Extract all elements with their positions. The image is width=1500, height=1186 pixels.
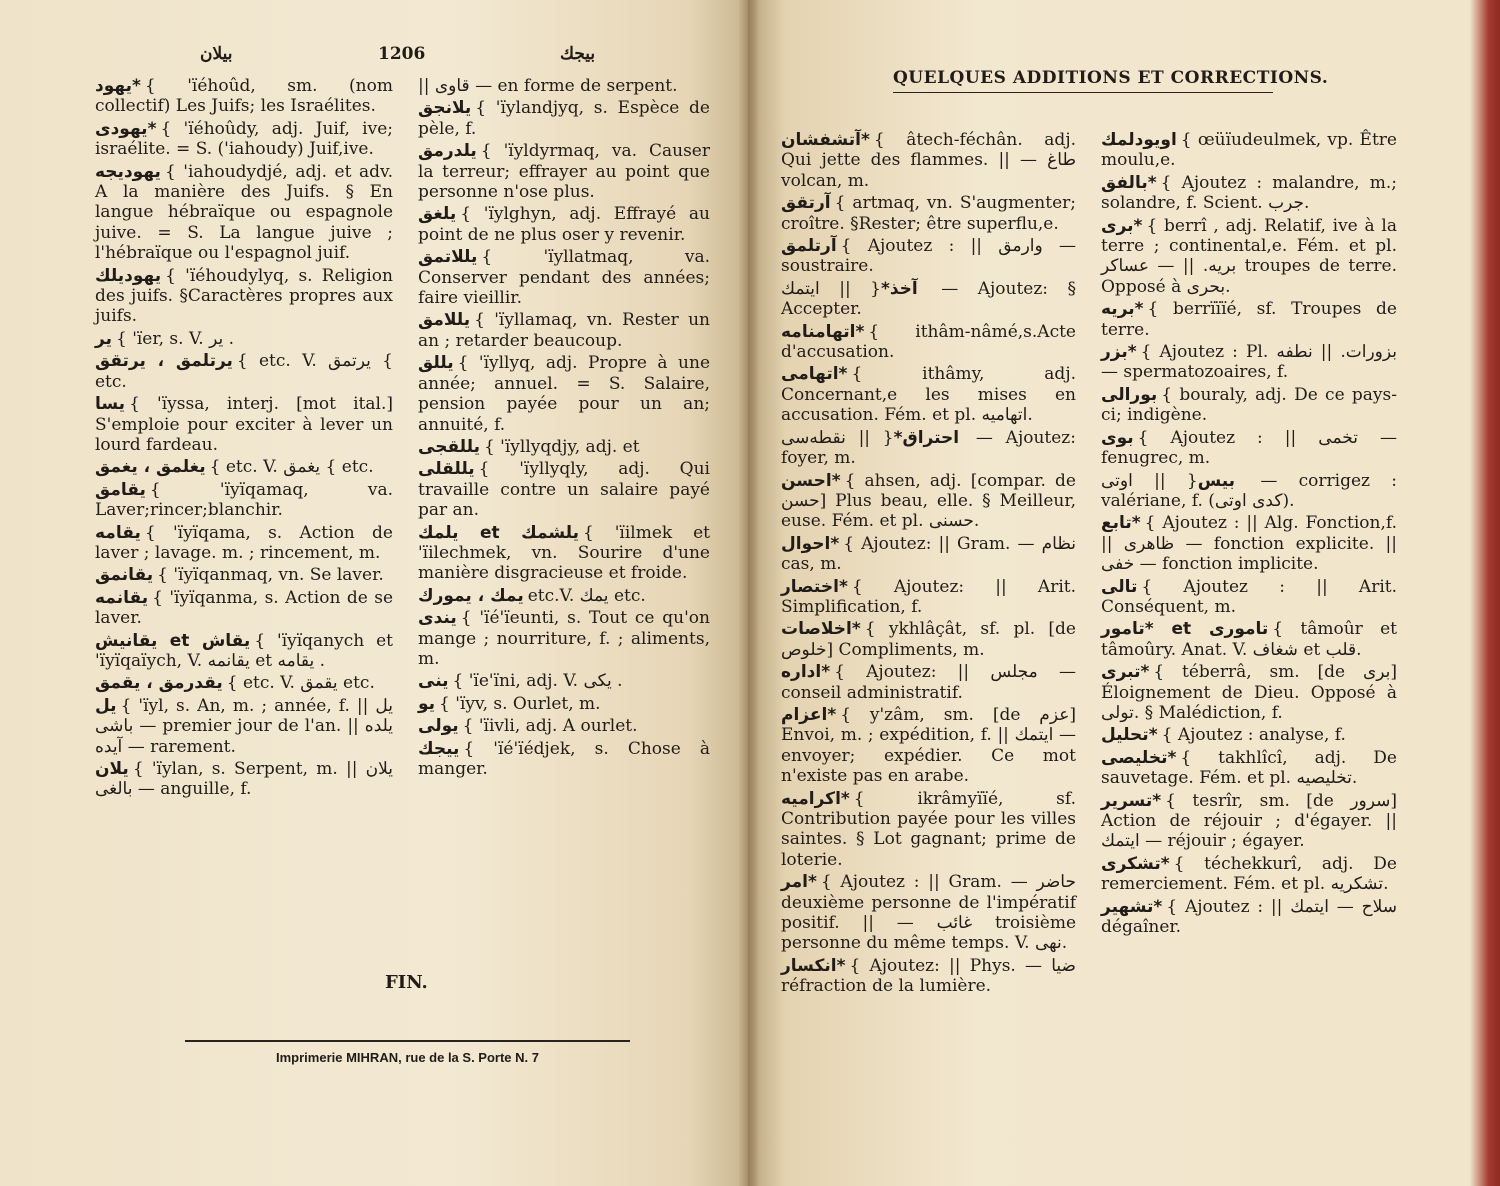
entry-headword: ﻳﻬﻮﺩﻳﺠﻪ [95,161,161,182]
entry-headword: ﺗﺎﻟﻰ [1101,576,1138,597]
entry-text: { tesrîr, sm. [de ﺳﺮﻭﺭ] Action de réjouir ; d'égayer. || ﺍﻳﺘﻤﻚ — réjouir ; égayer. [1101,790,1397,852]
right-column-2 [1101,130,1397,939]
dictionary-entry [1101,299,1397,340]
entry-text: { ithâmy, adj. Concernant,e les mises en accusation. Fém. et pl. ﺍﺗﻬﺎﻣﻴﻪ. [781,364,1076,426]
entry-headword: ﺑﺰﺭ* [1101,342,1137,363]
dictionary-entry [418,694,710,714]
entry-text: { 'ïyïqanmaq, vn. Se laver. [157,565,384,586]
dictionary-entry [418,523,710,584]
entry-text: { artmaq, vn. S'augmenter; croître. §Rester; être superflu,e. [781,193,1076,234]
entry-text: { 'ïyllatmaq, va. Conserver pendant des années; faire vieillir. [418,247,710,309]
dictionary-entry [1101,791,1397,852]
entry-headword: ﺍﺗﻬﺎﻣﻨﺎﻣﻪ* [781,321,865,342]
entry-headword: ﻳﻠﺪﺭﻣﻖ [418,141,477,162]
entry-headword: ﻳﻮﻟﻰ [418,716,459,737]
entry-headword: ﻳﻼﻥ [95,759,129,779]
entry-headword: ﺁﺭﺗﻘﻖ [781,193,831,214]
entry-text: { || ﺍﻭﺗﻰ — corrigez : valériane, f. (ﻛﺪﻯ ﺍﻭﺗﻰ). [1101,470,1397,511]
entry-text: { 'ïyssa, interj. [mot ital.] S'emploie pour exciter à lever un lourd fardeau. [95,394,393,455]
entry-headword: ﺍﻧﻜﺴﺎﺭ* [781,955,846,976]
entry-text: { 'ïyllyq, adj. Propre à une année; annuel. = S. Salaire, pension payée pour un an; annuité, f. [418,353,710,435]
entry-text: { 'ïyllyqly, adj. Qui travaille contre un salaire payé par an. [418,459,710,521]
entry-headword: ﺗﺎﻣﻮﺭ* et ﺗﺎﻣﻮﺭﻯ [1101,619,1269,640]
dictionary-entry [1101,662,1397,723]
dictionary-entry [95,351,393,392]
dictionary-entry [418,247,710,308]
entry-headword: ﻳﺴﺎ [95,394,126,415]
dictionary-entry [418,353,710,435]
entry-text: { Ajoutez : || ﺗﺨﻤﻰ — fenugrec, m. [1101,427,1398,469]
entry-text: { ithâm-nâmé,s.Acte d'accusation. [781,321,1076,363]
dictionary-entry [418,739,710,780]
dictionary-entry [1101,173,1397,214]
dictionary-entry [781,705,1076,787]
entry-headword: ﺍﺧﺘﺼﺎﺭ* [781,576,848,597]
dictionary-entry [95,523,393,564]
entry-headword: ﺗﺎﺑﻊ* [1101,513,1141,534]
entry-headword: ﻳﻮ [418,693,436,714]
entry-headword: ﻳﻠﻠﻘﻠﻰ [418,459,475,480]
entry-headword: ﻳﻨﻰ [418,671,449,692]
entry-text: { téchekkurî, adj. De remerciement. Fém. et pl. ﺗﺸﻜﺮﻳﻪ. [1101,853,1397,895]
entry-headword: ﻳﻠﻠﻘﺠﻰ [418,436,480,457]
entry-headword: ﻳﻤﻚ ، ﻳﻤﻮﺭﻙ [418,585,524,606]
entry-headword: ﺗﺒﺮﻯ* [1101,662,1150,683]
dictionary-entry [95,696,393,757]
dictionary-entry [781,577,1076,618]
entry-text: { 'ïyllyqdjy, adj. et [483,436,640,457]
dictionary-entry [95,759,393,800]
entry-headword: ﺍﺩﺍﺭﻩ* [781,662,831,683]
right-column-1 [781,130,1076,999]
entry-headword: ﻳﻘﺎﻧﻴﺶ et ﻳﻘﺎﺵ [95,630,251,651]
dictionary-entry [781,193,1076,234]
entry-text: { 'ïyllamaq, vn. Rester un an ; retarder beaucoup. [418,310,710,351]
fin-mark: FIN. [385,972,428,993]
entry-text: { 'ïyïqama, s. Action de laver ; lavage. m. ; rincement, m. [95,522,393,563]
dictionary-entry [781,534,1076,575]
entry-text: { tâmoûr et tâmoûry. Anat. V. ﺷﻐﺎﻑ et ﻗﻠﺐ. [1101,619,1397,660]
dictionary-entry [418,608,710,669]
entry-text: { 'ïyv, s. Ourlet, m. [439,693,601,714]
entry-text: { || ﻧﻘﻄﻪﺳﻰ — Ajoutez: foyer, m. [781,427,1076,469]
left-page [0,0,748,1186]
entry-text: { || ﺍﻳﺘﻤﻚ — Ajoutez: § Accepter. [781,278,1076,320]
dictionary-entry [95,480,393,521]
entry-text: { ikrâmyïïé, sf. Contribution payée pour les villes saintes. § Lot gagnant; prime de loterie. [781,788,1076,870]
dictionary-entry [781,428,1076,469]
entry-text: || ﻗﺎﻭﻯ — en forme de serpent. [418,76,678,96]
dictionary-entry [418,76,710,96]
dictionary-entry [95,565,393,585]
right-page [748,0,1500,1186]
entry-headword: ﻳﻠﻐﻖ [418,204,457,225]
dictionary-entry [95,329,393,349]
dictionary-entry [418,716,710,736]
entry-text: { 'ïylan, s. Serpent, m. || ﻳﻼﻥ ﺑﺎﻟﻐﻰ — anguille, f. [95,759,393,800]
entry-text: etc.V. ﻳﻤﻚ etc. [527,585,646,606]
entry-text: { 'ïéhoudylyq, s. Religion des juifs. §Caractères propres aux juifs. [95,265,393,327]
entry-text: { berrî , adj. Relatif, ive à la terre ; continental,e. Fém. et pl. ﺑﺮﻳﻪ. || — ﻋﺴﺎﻛﺮ troupes de terre. Opposé à ﺑﺤﺮﻯ. [1101,215,1397,297]
entry-headword: ﻳﻨﺪﻯ [418,608,457,629]
entry-headword: ﻳﻼﻧﺠﻖ [418,98,472,119]
entry-text: { Ajoutez: || Phys. — ﺿﻴﺎ réfraction de la lumière. [781,955,1076,997]
entry-text: { Ajoutez: || ﻣﺠﻠﺲ — conseil administratif. [781,662,1076,703]
entry-headword: ﺍﻛﺮﺍﻣﻴﻪ* [781,788,850,809]
dictionary-entry [1101,342,1397,383]
entry-text: { Ajoutez : || Arit. Conséquent, m. [1101,576,1397,617]
header-right-word: ﺑﯿﺠﻚ [560,44,596,64]
entry-headword: ﻳﻠﻠﻖ [418,353,454,374]
dictionary-entry [1101,748,1397,789]
entry-text: { 'ïyl, s. An, m. ; année, f. || ﻳﻞ ﺑﺎﺷﻰ — premier jour de l'an. || ﻳﻠﺪﻩ ﺁﻳﺪﻩ — rarement. [95,695,393,757]
dictionary-entry [781,956,1076,997]
dictionary-entry [781,662,1076,703]
entry-text: { âtech-féchân. adj. Qui jette des flammes. || — ﻃﺎﻍ volcan, m. [781,130,1076,191]
entry-headword: ﺑﻴﺲ [1197,470,1236,491]
entry-headword: ﻳﻬﻮﺩﻯ* [95,118,157,139]
entry-text: { Ajoutez : malandre, m.; solandre, f. Scient. ﺟﺮﺏ. [1101,172,1397,214]
entry-headword: ﻳﻬﻮﺩﻳﻠﻚ [95,265,162,286]
entry-text: { œüïudeulmek, vp. Être moulu,e. [1101,130,1397,171]
dictionary-entry [1101,130,1397,171]
entry-text: { etc. V. ﻳﺮﺗﻤﻖ { etc. [95,351,393,392]
entry-text: { 'ïer, s. V. ﻳﺮ . [115,328,235,349]
entry-text: { 'ïivli, adj. A ourlet. [462,716,638,737]
entry-headword: ﻳﻬﻮﺩ* [95,76,141,96]
entry-headword: ﺗﺸﻜﺮﻯ* [1101,853,1170,874]
dictionary-entry [95,631,393,672]
entry-text: { berrïïïé, sf. Troupes de terre. [1101,299,1397,340]
entry-text: { 'ïé'ïeunti, s. Tout ce qu'on mange ; nourriture, f. ; aliments, m. [418,608,710,669]
entry-headword: ﺍﺣﺘﺮﺍﻕ* [893,427,960,448]
entry-headword: ﺍﺣﻮﺍﻝ* [781,533,840,554]
dictionary-entry [95,266,393,327]
entry-headword: ﻳﺮﺗﻠﻤﻖ ، ﻳﺮﺗﻘﻖ [95,351,233,372]
entry-text: { 'ïé'ïédjek, s. Chose à manger. [418,738,710,779]
dictionary-entry [418,98,710,139]
left-column-1 [95,76,393,802]
entry-headword: ﺁﺭﺗﻠﻤﻖ [781,236,837,257]
entry-text: { ahsen, adj. [compar. de ﺣﺴﻦ] Plus beau, elle. § Meilleur, euse. Fém. et pl. ﺣﺴﻨﻰ. [781,470,1076,532]
dictionary-entry [418,671,710,691]
entry-text: { 'ïyïqanych et 'ïyïqaïych, V. ﻳﻘﺎﻧﻤﻪ et ﻳﻘﺎﻣﻪ . [95,630,393,671]
entry-text: { Ajoutez : Pl. ﺑﺰﻭﺭﺍﺕ. || ﻧﻄﻔﻪ — spermatozoaires, f. [1101,342,1397,383]
entry-text: { 'ïe'ïni, adj. V. ﻳﻜﻰ . [452,671,623,692]
dictionary-entry [95,119,393,160]
entry-headword: ﻳﻘﺎﻧﻤﻪ [95,587,149,608]
entry-text: { Ajoutez: || Gram. — ﻧﻈﺎﻡ cas, m. [781,533,1076,575]
entry-text: { etc. V. ﻳﻘﻤﻖ etc. [226,673,375,694]
header-left-word: ﺑﯿﻼﻥ [200,44,233,64]
entry-headword: ﻳﻠﻤﻚ et ﻳﻠﺸﻤﻚ [418,522,579,543]
entry-text: { Ajoutez : || Alg. Fonction,f. || ﻇﺎﻫﺮﻯ — fonction explicite. || ﺧﻔﻰ — fonction implicite. [1101,513,1397,575]
entry-headword: ﻳﻴﺠﻚ [418,738,460,759]
dictionary-entry [418,204,710,245]
dictionary-entry [418,437,710,457]
dictionary-entry [95,394,393,455]
dictionary-entry [95,673,393,693]
entry-headword: ﻳﻠﻼﺗﻤﻖ [418,247,478,268]
dictionary-entry [1101,471,1397,512]
entry-text: { 'iahoudydjé, adj. et adv. A la manière des Juifs. § En langue hébraïque ou espagnole juive. = S. La langue juive ; l'hébraïque ou l'espagnol juif. [95,161,393,264]
entry-headword: ﻳﻘﺎﻣﻖ [95,479,146,500]
dictionary-entry [95,162,393,264]
entry-text: { 'ïylandjyq, s. Espèce de pèle, f. [418,98,710,139]
entry-headword: ﺑﺮﻯ* [1101,215,1143,236]
dictionary-entry [781,789,1076,871]
dictionary-entry [1101,513,1397,574]
dictionary-entry [1101,619,1397,660]
entry-text: { ykhlâçât, sf. pl. [de ﺧﻠﻮﺹ] Compliments, m. [781,619,1076,660]
dictionary-entry [1101,577,1397,618]
entry-headword: ﻳﻐﻠﻤﻖ ، ﻳﻐﻤﻖ [95,457,206,478]
left-column-2 [418,76,710,781]
dictionary-entry [95,76,393,117]
dictionary-entry [781,872,1076,954]
entry-headword: ﺍﻭﻳﻮﺩﻟﻤﻚ [1101,130,1177,150]
entry-text: { Ajoutez : || ﺳﻼﺡ — ﺍﻳﺘﻤﻚ dégaîner. [1101,896,1397,938]
dictionary-entry [1101,428,1397,469]
page-number: 1206 [378,44,426,64]
entry-text: { y'zâm, sm. [de ﻋﺰﻡ] Envoi, m. ; expédition, f. || ﺍﻳﺘﻤﻚ — envoyer; expédier. Ce mot n'existe pas en arabe. [781,704,1076,787]
entry-headword: ﻳﻘﺪﺭﻣﻖ ، ﻳﻘﻤﻖ [95,673,223,694]
entry-headword: ﻳﻠﻼﻣﻖ [418,310,471,331]
entry-text: { takhlîcî, adj. De sauvetage. Fém. et pl. ﺗﺨﻠﻴﺼﻴﻪ. [1101,747,1397,789]
dictionary-entry [1101,854,1397,895]
entry-text: { Ajoutez : || Gram. — ﺣﺎﺿﺮ deuxième personne de l'impératif positif. || — ﻏﺎﺋﺐ troisième personne du même temps. V. ﻧﻬﻰ. [781,872,1076,954]
dictionary-entry [418,141,710,202]
entry-text: { 'ïyldyrmaq, va. Causer la terreur; effrayer au point que personne n'ose plus. [418,141,710,203]
dictionary-entry [418,459,710,520]
entry-headword: ﺍﺗﻬﺎﻣﻰ* [781,364,848,385]
dictionary-entry [781,236,1076,277]
entry-text: { 'ïéhoûd, sm. (nom collectif) Les Juifs; les Israélites. [95,76,393,117]
entry-text: { Ajoutez : || ﻭﺍﺭﻣﻖ — soustraire. [781,236,1076,277]
entry-headword: ﺑﺮﻳﻪ* [1101,299,1144,320]
imprint-line: Imprimerie MIHRAN, rue de la S. Porte N. 7 [185,1040,630,1065]
entry-headword: ﻳﺮ [95,328,112,349]
entry-headword: ﻳﻘﺎﻣﻪ [95,522,141,543]
dictionary-entry [95,588,393,629]
book-gutter [738,0,760,1186]
entry-headword: ﺍﺣﺴﻦ* [781,470,841,491]
entry-headword: ﺗﺸﻬﻴﺮ* [1101,896,1163,917]
entry-headword: ﺗﺨﻠﻴﺼﻰ* [1101,747,1177,768]
entry-headword: ﺗﺤﻠﻴﻞ* [1101,725,1158,746]
dictionary-entry [781,619,1076,660]
entry-text: { 'ïyïqamaq, va. Laver;rincer;blanchir. [95,479,393,521]
dictionary-entry [781,322,1076,363]
entry-headword: ﻳﻞ [95,695,117,716]
entry-text: { téberrâ, sm. [de ﺑﺮﻯ] Éloignement de Dieu. Opposé à ﺗﻮﻟﻰ. § Malédiction, f. [1101,662,1397,723]
entry-text: { etc. V. ﻳﻐﻤﻖ { etc. [209,457,374,478]
dictionary-entry [418,310,710,351]
dictionary-entry [781,279,1076,320]
entry-headword: ﺁﺧﺬ* [880,278,918,299]
entry-text: { 'ïyïqanma, s. Action de se laver. [95,587,393,629]
dictionary-entry [781,130,1076,191]
entry-headword: ﺁﺗﺸﻔﺸﺎﻥ* [781,130,870,150]
entry-text: { 'ïylghyn, adj. Effrayé au point de ne plus oser y revenir. [418,204,710,245]
entry-text: { Ajoutez : analyse, f. [1161,725,1346,746]
page-title: QUELQUES ADDITIONS ET CORRECTIONS. [893,68,1329,88]
entry-headword: ﻳﻘﺎﻧﻤﻖ [95,565,154,586]
entry-headword: ﺍﺧﻼﺻﺎﺕ* [781,619,861,640]
entry-headword: ﺍﻣﺮ* [781,872,817,893]
dictionary-entry [781,364,1076,425]
title-rule [893,92,1273,93]
entry-text: { 'ïéhoûdy, adj. Juif, ive; israélite. = S. ('iahoudy) Juif,ive. [95,118,393,160]
entry-text: { 'ïilmek et 'ïilechmek, vn. Sourire d'une manière disgracieuse et froide. [418,522,710,584]
dictionary-entry [1101,725,1397,745]
dictionary-entry [1101,897,1397,938]
entry-headword: ﺑﻮﺭﺍﻟﻰ [1101,384,1158,405]
entry-text: { Ajoutez: || Arit. Simplification, f. [781,576,1076,617]
dictionary-entry [95,457,393,477]
entry-headword: ﺗﺴﺮﻳﺮ* [1101,790,1162,811]
entry-headword: ﺍﻋﺰﺍﻡ* [781,704,837,725]
dictionary-entry [1101,216,1397,298]
entry-text: { bouraly, adj. De ce pays-ci; indigène. [1101,384,1397,426]
entry-headword: ﺑﻮﻯ [1101,427,1134,448]
dictionary-entry [418,586,710,606]
dictionary-entry [1101,385,1397,426]
entry-headword: ﺑﺎﻟﻔﻖ* [1101,172,1157,193]
dictionary-entry [781,471,1076,532]
